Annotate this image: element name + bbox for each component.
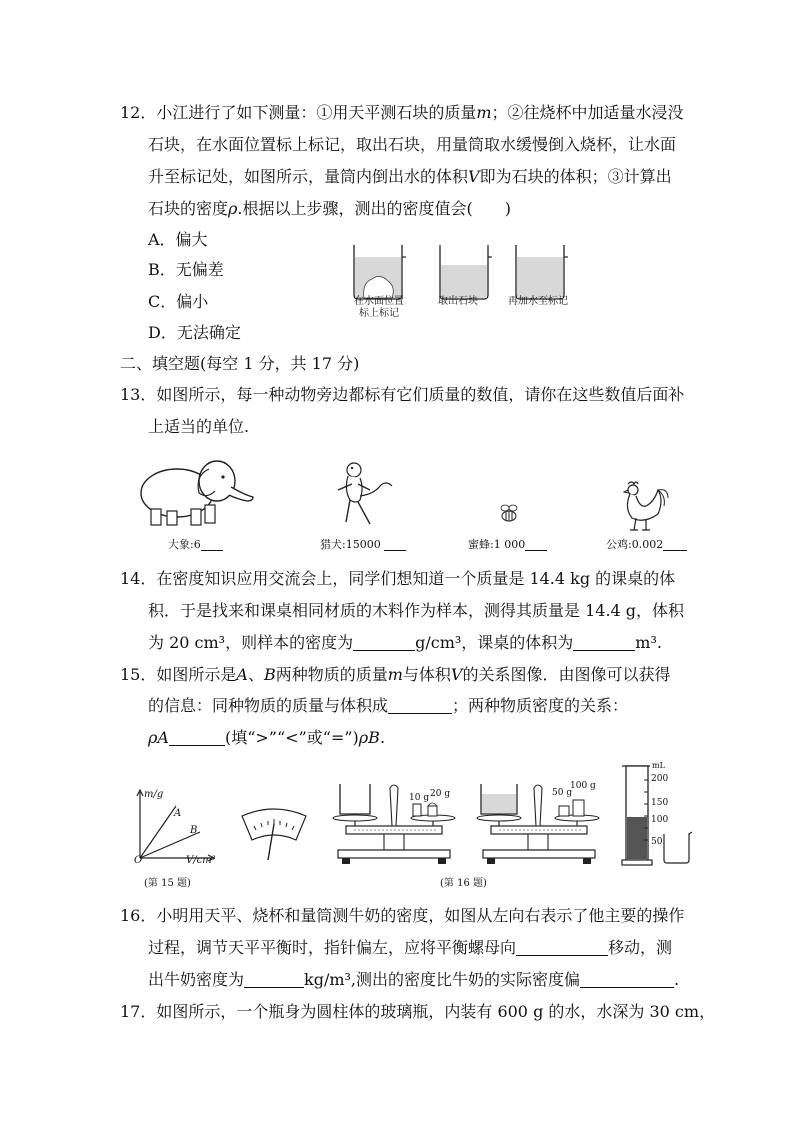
section-heading: 二、填空题(每空 1 分，共 17 分) <box>120 354 360 373</box>
cylinder-tick-50: 50 <box>651 837 663 847</box>
balance-with-milk-beaker <box>477 780 617 868</box>
beaker-refilled <box>516 245 568 299</box>
q13-line1: 13．如图所示，每一种动物旁边都标有它们质量的数值，请你在这些数值后面补 <box>120 385 685 404</box>
density-answer-blank[interactable] <box>353 634 415 651</box>
beaker-label-3: 再加水至标记 <box>508 296 568 307</box>
beaker-stone-removed <box>440 245 492 299</box>
cylinder-tick-100: 100 <box>651 815 669 825</box>
bee-label: 蜜蜂:1 000 <box>468 538 547 552</box>
rooster-label: 公鸡:0.002 <box>606 538 687 552</box>
q16-line2: 过程，调节天平平衡时，指针偏左，应将平衡螺母向 移动，测 <box>148 938 673 957</box>
q12-option-c: C．偏小 <box>148 292 209 311</box>
milk-density-answer-blank[interactable] <box>244 971 304 988</box>
q15-line1: 15．如图所示是A、B两种物质的质量m与体积V的关系图像．由图像可以获得 <box>120 665 671 684</box>
bee-icon <box>497 502 521 526</box>
balance-pointer-scale-icon <box>238 806 310 862</box>
cylinder-tick-200: 200 <box>651 774 669 784</box>
beaker-with-stone <box>354 245 406 299</box>
beaker-label-1: 在水面位置 标上标记 <box>354 296 404 319</box>
dog-icon <box>330 460 400 530</box>
cylinder-tick-150: 150 <box>651 798 669 808</box>
volume-answer-blank[interactable] <box>573 634 635 651</box>
graph-y-label: m/g <box>144 789 164 800</box>
weight-label-50g: 50 g <box>552 788 573 798</box>
rooster-icon <box>618 480 670 532</box>
figure-16-caption: (第 16 题) <box>440 878 487 889</box>
q16-line3: 出牛奶密度为 kg/m³,测出的密度比牛奶的实际密度偏 . <box>148 970 680 989</box>
q12-option-a: A．偏大 <box>148 230 208 249</box>
compare-answer-blank[interactable] <box>169 729 225 746</box>
beakers-figure <box>350 243 580 303</box>
direction-answer-blank[interactable] <box>516 939 608 956</box>
graph-line-a-label: A <box>174 808 182 819</box>
q12-option-b: B．无偏差 <box>148 260 224 279</box>
error-answer-blank[interactable] <box>580 971 674 988</box>
weight-label-100g: 100 g <box>570 781 596 791</box>
q12-line2: 石块，在水面位置标上标记，取出石块，用量筒取水缓慢倒入烧杯，让水面 <box>148 135 677 154</box>
q12-line4: 石块的密度ρ.根据以上步骤，测出的密度值会( ) <box>148 199 511 218</box>
graph-line-b-label: B <box>190 825 198 836</box>
elephant-icon <box>137 455 257 530</box>
q14-line2: 积．于是找来和课桌相同材质的木料作为样本，测得其质量是 14.4 g，体积 <box>148 601 685 620</box>
beaker-label-2: 取出石块 <box>438 296 478 307</box>
q14-line1: 14．在密度知识应用交流会上，同学们想知道一个质量是 14.4 kg 的课桌的体 <box>120 569 676 588</box>
elephant-label: 大象:6 <box>168 538 223 552</box>
q17-line1: 17．如图所示，一个瓶身为圆柱体的玻璃瓶，内装有 600 g 的水，水深为 30 cm， <box>120 1002 716 1021</box>
q14-line3: 为 20 cm³，则样本的密度为 g/cm³，课桌的体积为 m³. <box>148 633 662 652</box>
q12-option-d: D．无法确定 <box>148 323 241 342</box>
graph-origin-label: O <box>134 855 143 866</box>
dog-label: 猎犬:15000 <box>320 538 406 552</box>
weight-label-20g: 20 g <box>430 789 451 799</box>
cylinder-unit-label: mL <box>652 761 665 770</box>
figure-15-caption: (第 15 题) <box>144 878 191 889</box>
q13-line2: 上适当的单位. <box>148 417 250 436</box>
q15-line2: 的信息：同种物质的质量与体积成 ；两种物质密度的关系： <box>148 696 629 715</box>
q16-line1: 16．小明用天平、烧杯和量筒测牛奶的密度，如图从左向右表示了他主要的操作 <box>120 906 685 925</box>
q12-line1: 12．小江进行了如下测量：①用天平测石块的质量m；②往烧杯中加适量水浸没 <box>120 103 684 122</box>
proportion-answer-blank[interactable] <box>388 697 452 714</box>
graph-x-label: V/cm³ <box>186 855 216 866</box>
q15-line3: ρA (填“>”“<”或“=”)ρB. <box>148 728 386 747</box>
weight-label-10g: 10 g <box>409 793 430 803</box>
q12-line3: 升至标记处，如图所示，量筒内倒出水的体积V即为石块的体积；③计算出 <box>148 167 672 186</box>
